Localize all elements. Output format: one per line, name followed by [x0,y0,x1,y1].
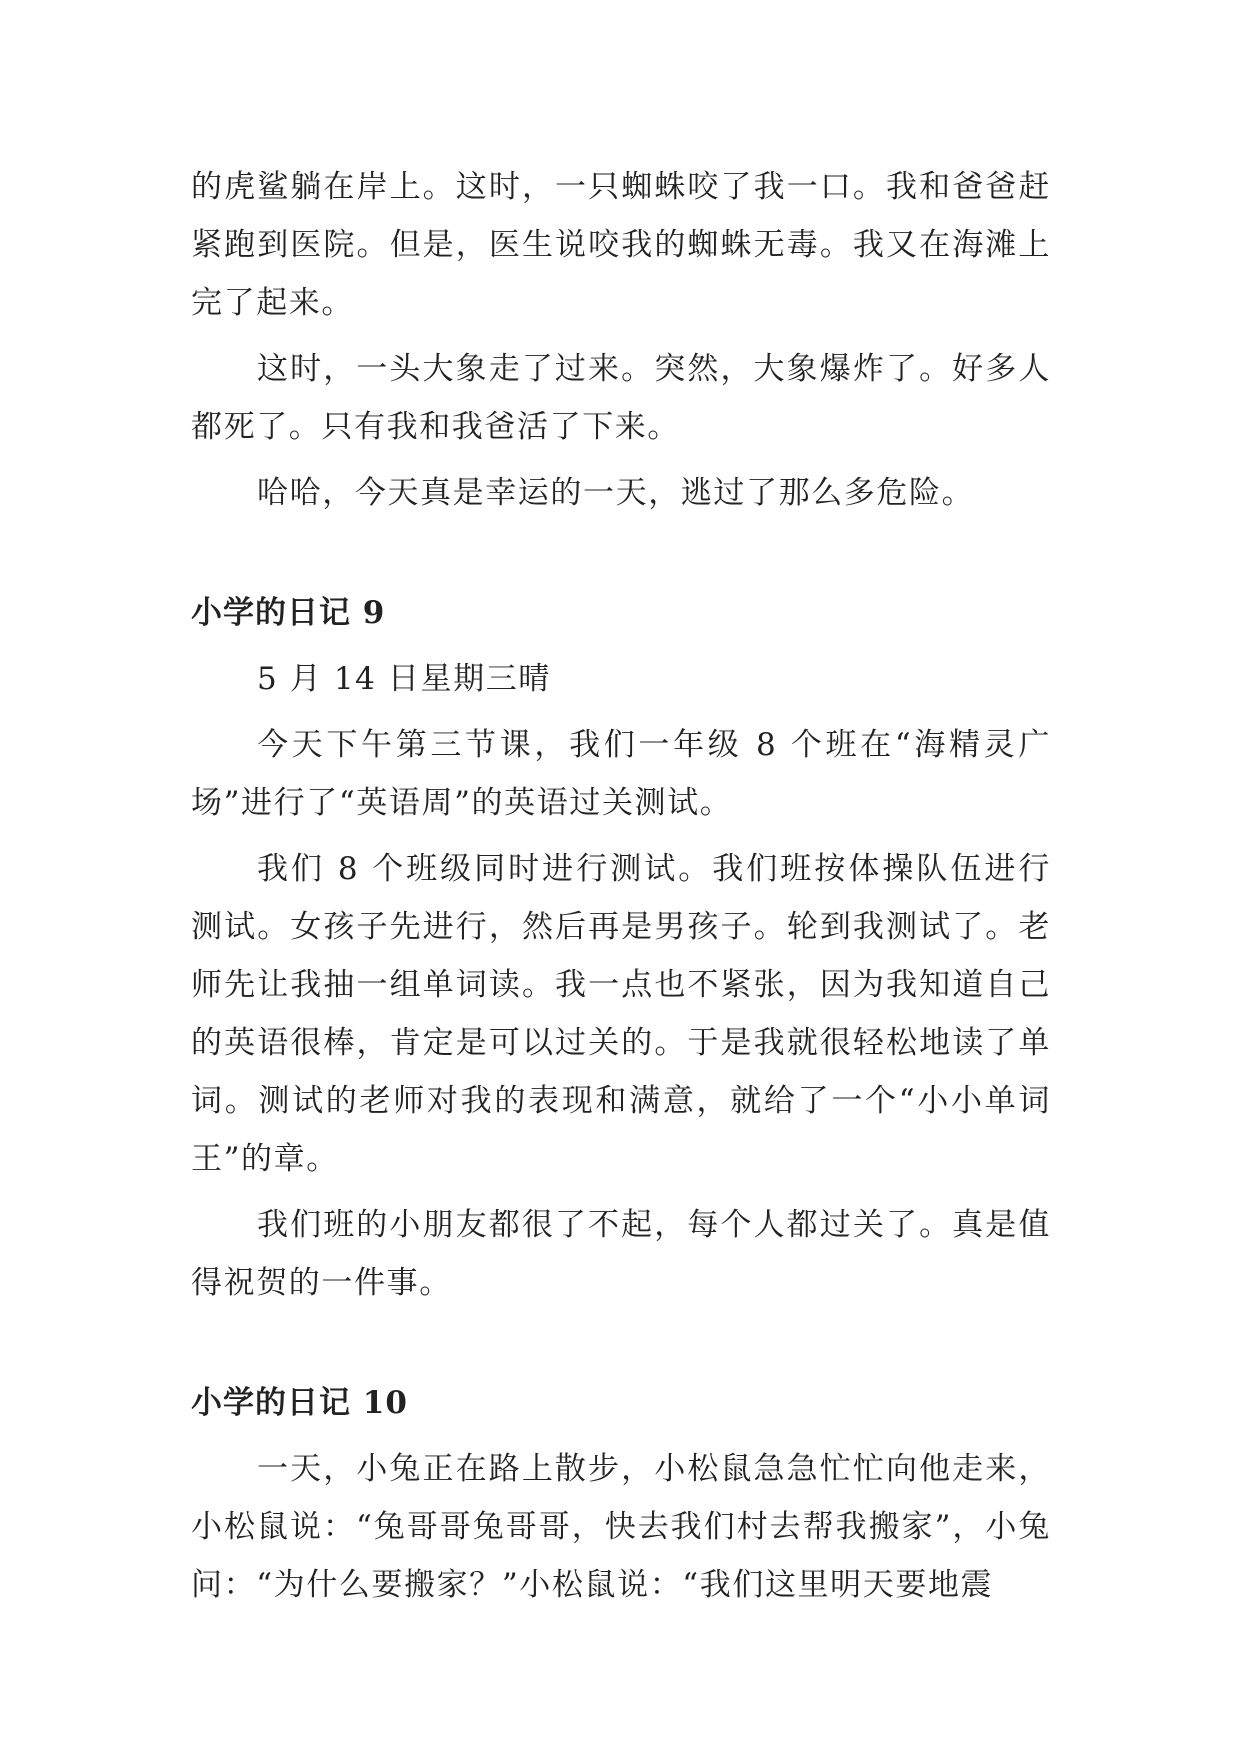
section-spacer [191,1312,1051,1374]
diary-9-paragraph-3: 我们班的小朋友都很了不起，每个人都过关了。真是值得祝贺的一件事。 [191,1207,1051,1301]
intro-paragraph-2: 这时，一头大象走了过来。突然，大象爆炸了。好多人都死了。只有我和我爸活了下来。 [191,351,1051,445]
diary-9-title: 小学的日记 9 [191,595,386,631]
diary-9-paragraph-1: 今天下午第三节课，我们一年级 8 个班在“海精灵广场”进行了“英语周”的英语过关测试。 [191,727,1051,821]
intro-paragraph-3: 哈哈，今天真是幸运的一天，逃过了那么多危险。 [257,475,975,511]
diary-10-title: 小学的日记 10 [191,1385,408,1421]
section-spacer [191,522,1051,584]
diary-9-date: 5 月 14 日星期三晴 [257,661,551,697]
intro-paragraph-1: 的虎鲨躺在岸上。这时，一只蜘蛛咬了我一口。我和爸爸赶紧跑到医院。但是，医生说咬我的蜘蛛无毒。我又在海滩上完了起来。 [191,169,1051,321]
document-page [191,158,1051,1614]
diary-9-paragraph-2: 我们 8 个班级同时进行测试。我们班按体操队伍进行测试。女孩子先进行，然后再是男孩子。轮到我测试了。老师先让我抽一组单词读。我一点也不紧张，因为我知道自己的英语很棒，肯定是可以过关的。于是我就很轻松地读了单词。测试的老师对我的表现和满意，就给了一个“小小单词王”的章。 [191,851,1051,1177]
diary-10-paragraph-1: 一天，小兔正在路上散步，小松鼠急急忙忙向他走来，小松鼠说：“兔哥哥兔哥哥，快去我们村去帮我搬家”，小兔问：“为什么要搬家？”小松鼠说：“我们这里明天要地震 [191,1451,1051,1603]
